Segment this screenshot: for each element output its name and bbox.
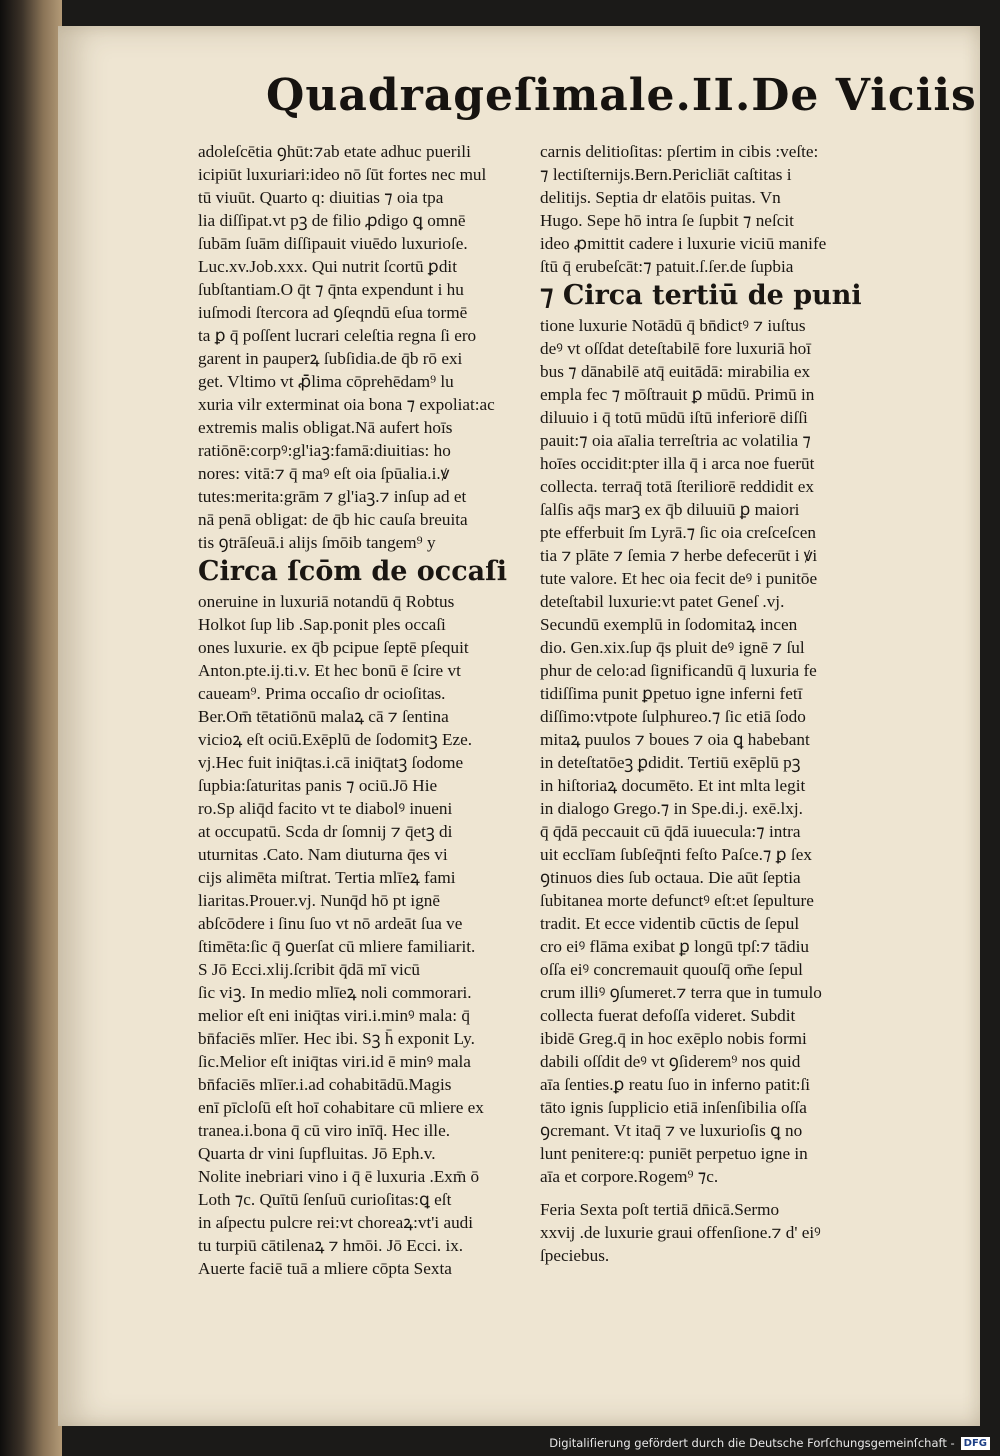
text-line: vj.Hec fuit iniq̄tas.i.cā iniq̄tatꝫ ſodome [198,753,464,772]
text-line: lunt penitere:q: puniēt perpetuo igne in [540,1144,808,1163]
text-line: tione luxurie Notādū q̄ bn̄dictꝰ ⁊ iuſtus [540,316,806,335]
text-line: ſupbia:ſaturitas panis ⁊ ociū.Jō Hie [198,776,438,795]
text-line: iuſmodi ſtercora ad ꝯſeqndū eſua tormē [198,303,468,322]
text-line: Holkot ſup lib .Sap.ponit ples occaſi [198,615,446,634]
text-line: bn̄faciēs mlīer. Hec ibi. Sꝫ h̄ exponit Ly. [198,1029,475,1048]
text-line: caueam⁹. Prima occaſio dr ocioſitas. [198,684,446,703]
text-line: tradit. Et ecce videntib cūctis de ſepul [540,914,800,933]
text-line: bus ⁊ dānabilē atq̄ euitādā: mirabilia ex [540,362,811,381]
text-line: in dialogo Grego.⁊ in Spe.di.j. exē.lxj. [540,799,803,818]
text-line: aīa et corpore.Rogem⁹ ⁊c. [540,1167,719,1186]
text-line: Luc.xv.Job.xxx. Qui nutrit ſcortū ꝑdit [198,257,457,276]
credit-text: Digitaliſierung gefördert durch die Deutsche Forſchungsgemeinſchaft - [549,1436,955,1450]
text-line: empla fec ⁊ mōſtrauit ꝑ mūdū. Primū in [540,385,815,404]
text-line: Secundū exemplū in ſodomitaꝝ incen [540,615,798,634]
text-line: q̄ q̄dā peccauit cū q̄dā iuuecula:⁊ intra [540,822,801,841]
text-line: mitaꝝ puulos ⁊ boues ⁊ oia ꝗ habebant [540,730,810,749]
text-line: diſſimo:vtpote ſulphureo.⁊ ſic etiā ſodo [540,707,806,726]
text-line: ſpeciebus. [540,1246,610,1265]
text-line: oſſa eiꝰ concremauit quouſq̄ om̄e ſepul [540,960,803,979]
text-line: liaritas.Prouer.vj. Nunq̄d hō pt ignē [198,891,441,910]
text-line: hoīes occidit:pter illa q̄ i arca noe fuerūt [540,454,815,473]
text-line: diluuio i q̄ totū mūdū iſtū inferiorē diſſi [540,408,808,427]
text-line: in hiſtoriaꝝ documēto. Et int mlta legit [540,776,806,795]
text-line: xuria vilr exterminat oia bona ⁊ expoliat:ac [198,395,495,414]
text-line: icipiūt luxuriari:ideo nō ſūt fortes nec mul [198,165,487,184]
text-line: pauit:⁊ oia aīalia terreſtria ac volatilia ⁊ [540,431,811,450]
text-line: get. Vltimo vt ꝓ̄lima cōprehēdam⁹ lu [198,372,454,391]
text-line: ꝯtinuos dies ſub octaua. Die aūt ſeptia [540,868,801,887]
text-line: extremis malis obligat.Nā aufert hoīs [198,418,453,437]
text-line: garent in pauperꝝ ſubſidia.de q̄b rō exi [198,349,463,368]
text-line: aīa ſenties.ꝑ reatu ſuo in inferno patit:ſi [540,1075,811,1094]
text-line: collecta fuerat defoſſa videret. Subdit [540,1006,796,1025]
text-line: Ber.Om̄ tētatiōnū malaꝝ cā ⁊ ſentina [198,707,449,726]
text-line: Hugo. Sepe hō intra ſe ſupbit ⁊ neſcit [540,211,794,230]
text-line: ꝯcremant. Vt itaq̄ ⁊ ve luxurioſis ꝗ no [540,1121,803,1140]
text-line: Nolite inebriari vino i q̄ ē luxuria .Exm̄ ō [198,1167,480,1186]
text-line: Anton.pte.ij.ti.v. Et hec bonū ē ſcire vt [198,661,461,680]
text-line: uturnitas .Cato. Nam diuturna q̄es vi [198,845,448,864]
text-line: Loth ⁊c. Quītū ſenſuū curioſitas:ꝗ eſt [198,1190,452,1209]
text-line: enī pīcloſū eſt hoī cohabitare cū mliere ex [198,1098,484,1117]
text-line: tranea.i.bona q̄ cū viro inīq̄. Hec ille. [198,1121,450,1140]
text-line: ro.Sp aliq̄d facito vt te diabolꝰ inueni [198,799,453,818]
text-line: abſcōdere i ſinu ſuo vt nō ardeāt ſua ve [198,914,463,933]
text-line: in deteſtatōeꝫ ꝑdidit. Tertiū exēplū pꝫ [540,753,801,772]
text-line: nā penā obligat: de q̄b hic cauſa breuita [198,510,468,529]
text-line: dabili oſſdit deꝰ vt ꝯſiderem⁹ nos quid [540,1052,801,1071]
text-line: vicioꝝ eſt ociū.Exēplū de ſodomitꝫ Eze. [198,730,473,749]
paragraph-gap [540,1188,932,1198]
running-head: Quadrageſimale.II.De Viciis [266,70,977,121]
text-line: deteſtabil luxurie:vt patet Geneſ .vj. [540,592,785,611]
text-line: tutes:merita:grām ⁊ gl'iaꝫ.⁊ inſup ad et [198,487,467,506]
text-line: tis ꝯtrāſeuā.i alijs ſmōib tangem⁹ y [198,533,436,552]
text-line: ſalſis aq̄s marꝫ ex q̄b diluuiū ꝑ maiori [540,500,800,519]
text-line: ones luxurie. ex q̄b pcipue ſeptē pſequit [198,638,469,657]
text-line: oneruine in luxuriā notandū q̄ Robtus [198,592,455,611]
text-line: delitijs. Septia dr elatōis puitas. Vn [540,188,781,207]
text-line: melior eſt eni iniq̄tas viri.i.minꝰ mala: q̄ [198,1006,470,1025]
text-line: cro eiꝰ flāma exibat ꝑ longū tpſ:⁊ tādiu [540,937,809,956]
text-line: tāto ignis ſupplicio etiā inſenſibilia oſſa [540,1098,807,1117]
text-line: at occupatū. Scda dr ſomnij ⁊ q̄etꝫ di [198,822,453,841]
text-line: collecta. terraq̄ totā ſteriliorē reddidit ex [540,477,814,496]
left-column [198,140,590,1280]
text-line: ⁊ lectiſternijs.Bern.Pericliāt caſtitas i [540,165,792,184]
text-line: Quarta dr vini ſupfluitas. Jō Eph.v. [198,1144,436,1163]
text-line: tū viuūt. Quarto q: diuitias ⁊ oia tpa [198,188,444,207]
text-line: ſtimēta:ſic q̄ ꝯuerſat cū mliere familiarit. [198,937,476,956]
digitization-credit [549,1432,990,1454]
text-line: ſubſtantiam.O q̄t ⁊ q̄nta expendunt i hu [198,280,464,299]
section-heading: ⁊ Circa tertiū de puni [540,280,862,311]
text-line: cijs alimēta miſtrat. Tertia mlīeꝝ fami [198,868,456,887]
text-line: tu turpiū cātilenaꝝ ⁊ hmōi. Jō Ecci. ix. [198,1236,464,1255]
text-line: ratiōnē:corpꝰ:gl'iaꝫ:famā:diuitias: ho [198,441,451,460]
text-line: ſtū q̄ erubeſcāt:⁊ patuit.ſ.ſer.de ſupbia [540,257,794,276]
text-line: xxvij .de luxurie graui offenſione.⁊ d' eiꝰ [540,1223,821,1242]
text-line: bn̄faciēs mlīer.i.ad cohabitādū.Magis [198,1075,452,1094]
dfg-logo: DFG [961,1437,990,1450]
text-line: ſubām ſuām diſſipauit viuēdo luxurioſe. [198,234,468,253]
text-line: Feria Sexta poſt tertiā dn̄icā.Sermo [540,1200,780,1219]
right-column [540,140,932,1267]
text-line: S Jō Ecci.xlij.ſcribit q̄dā mī vicū [198,960,420,979]
text-line: ſic viꝫ. In medio mlīeꝝ noli commorari. [198,983,472,1002]
text-line: tute valore. Et hec oia fecit deꝰ i punitōe [540,569,818,588]
text-line: deꝰ vt oſſdat deteſtabilē fore luxuriā hoī [540,339,811,358]
text-line: pte efferbuit ſm Lyrā.⁊ ſic oia creſceſcen [540,523,816,542]
text-line: adoleſcētia ꝯhūt:⁊ab etate adhuc puerili [198,142,471,161]
book-edge [0,0,62,1456]
text-line: ibidē Greg.q̄ in hoc exēplo nobis formi [540,1029,807,1048]
text-line: ideo ꝓmittit cadere i luxurie viciū manife [540,234,827,253]
text-line: tia ⁊ plāte ⁊ ſemia ⁊ herbe defecerūt i ꝟi [540,546,818,565]
text-line: tidiſſima punit ꝑpetuo igne inferni fetī [540,684,803,703]
text-line: lia diſſipat.vt pꝫ de filio ꝓdigo ꝗ omnē [198,211,466,230]
text-line: Auerte faciē tuā a mliere cōpta Sexta [198,1259,452,1278]
text-line: crum illiꝰ ꝯſumeret.⁊ terra que in tumulo [540,983,822,1002]
text-line: ta ꝑ q̄ poſſent lucrari celeſtia regna ſi ero [198,326,477,345]
text-line: ſic.Melior eſt iniq̄tas viri.id ē minꝰ mala [198,1052,471,1071]
section-heading: Circa ſcōm de occaſi [198,556,508,587]
text-line: carnis delitioſitas: pſertim in cibis :veſte: [540,142,819,161]
text-line: nores: vitā:⁊ q̄ maꝰ eſt oia ſpūalia.i.ꝟ [198,464,450,483]
text-line: phur de celo:ad ſignificandū q̄ luxuria fe [540,661,817,680]
text-line: ſubitanea morte defunctꝰ eſt:et ſepulture [540,891,814,910]
text-line: dio. Gen.xix.ſup q̄s pluit deꝰ ignē ⁊ ſul [540,638,805,657]
text-line: uit ecclīam ſubſeq̄nti feſto Paſce.⁊ ꝑ ſex [540,845,812,864]
text-line: in aſpectu pulcre rei:vt choreaꝝ:vt'i audi [198,1213,474,1232]
